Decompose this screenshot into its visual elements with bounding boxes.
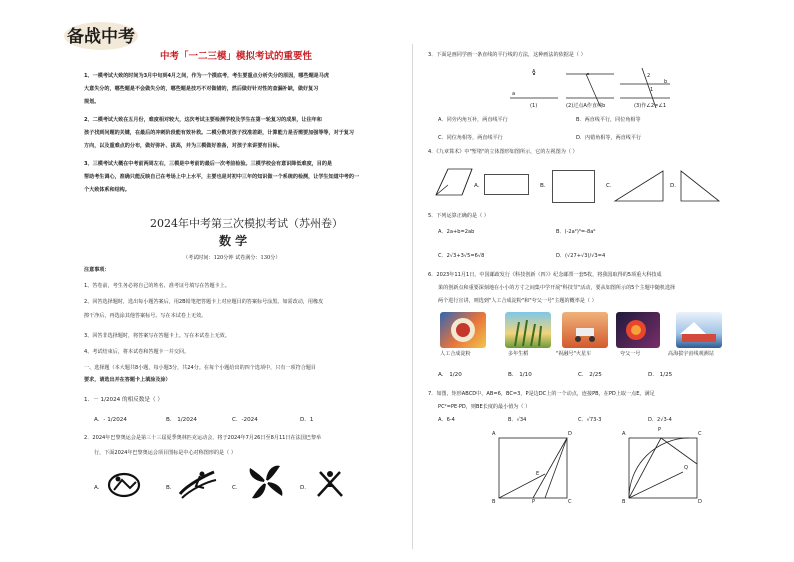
q2-option-d: D.: [300, 485, 307, 491]
q7-fig2-label-a: A: [622, 431, 626, 437]
q4-option-c: C.: [606, 183, 612, 189]
q7-fig1-label-p: P: [532, 499, 536, 505]
q5-option-a: A．2a+b=2ab: [438, 229, 475, 235]
q7-fig1-label-c: C: [568, 499, 572, 505]
banner-title: 中考「一二三模」模拟考试的重要性: [160, 51, 313, 62]
q2-stem-2: 行，下面2024年巴黎奥运会项目图标是中心对称图形的是（ ）: [94, 450, 236, 456]
q7-option-d: D．2√3-4: [648, 417, 672, 423]
q3-caption-2: (2)过点A作直线b: [566, 103, 606, 109]
q6-option-c: C． 2/25: [578, 372, 602, 378]
logo-icon: [62, 18, 140, 52]
exam-title: 2024年中考第三次模拟考试（苏州卷）: [150, 217, 343, 230]
q3-option-a: A．同旁内角互补，两直线平行: [438, 117, 508, 123]
pinwheel-icon: [246, 462, 286, 502]
q1-option-c: C．-2024: [232, 417, 258, 423]
stamp-label-1: 人工合成淀粉: [440, 351, 471, 357]
q7-fig2-label-b: B: [622, 499, 626, 505]
q3-caption-3: (3)作∠2=∠1: [634, 103, 667, 109]
q1-option-d: D．1: [300, 417, 314, 423]
q2-option-a: A.: [94, 485, 100, 491]
q7-option-a: A．6-4: [438, 417, 455, 423]
notes-title: 注意事项：: [84, 267, 110, 273]
breakdance-icon: [104, 470, 144, 500]
q6-stem-3: 两个进行宣讲，则选到"人工合成淀粉"和"夸父一号"主题的概率是（ ）: [438, 298, 597, 304]
q3-option-d: D．内错角相等，两直线平行: [576, 135, 642, 141]
q7-fig2-label-q: Q: [684, 465, 689, 471]
q3-label-a: A: [532, 69, 536, 75]
section1-heading: 一、选择题（本大题共8小题，每小题3分，共24分。在每个小题给出的四个选项中，只有一项符合题目: [84, 365, 316, 371]
q2-stem: 2．2024年巴黎奥运会是第三十三届夏季奥林匹克运动会，将于2024年7月26日至8月11日在法国巴黎举: [84, 435, 322, 441]
q4-option-a-figure: [484, 174, 530, 196]
logo-text: 备战中考: [67, 27, 135, 47]
q7-figure-1: [497, 436, 569, 500]
q7-figure-2: [627, 436, 699, 500]
stamp-label-3: "祝融号"火星车: [556, 351, 592, 357]
q5-stem: 5．下列运算正确的是（ ）: [428, 213, 489, 219]
q4-option-b-figure: [552, 170, 596, 204]
q3-stem: 3．下面是画同学画一条直线的平行线的方法，这种画法的依据是（ ）: [428, 52, 586, 58]
q7-option-b: B．√34: [508, 417, 527, 423]
stamp-label-4: 夸父一号: [620, 351, 641, 357]
q4-option-d-figure: [680, 170, 720, 202]
q6-option-a: A． 1/20: [438, 372, 462, 378]
q1-option-b: B． 1/2024: [166, 417, 197, 423]
q4-option-c-figure: [614, 170, 664, 202]
q4-option-a: A.: [474, 183, 480, 189]
stamp-mars-rover: [562, 312, 608, 348]
stamp-label-5: 高海拔宇宙线观测站: [668, 351, 714, 357]
stamp-perennial-rice: [505, 312, 551, 348]
q7-fig2-label-d: D: [698, 499, 702, 505]
stamp-cosmic-ray-observatory: [676, 312, 722, 348]
q3-label-line-a: a: [512, 91, 516, 97]
column-divider: [412, 44, 413, 549]
q4-option-d: D.: [670, 183, 677, 189]
q6-option-b: B． 1/10: [508, 372, 532, 378]
q2-option-c: C.: [232, 485, 238, 491]
stamp-kuafu-1: [616, 312, 660, 348]
q2-option-b: B.: [166, 485, 172, 491]
q7-fig1-label-d: D: [568, 431, 572, 437]
q7-fig2-label-c: C: [698, 431, 702, 437]
q1-stem: 1．－ 1/2024 的相反数是（ ）: [84, 397, 163, 403]
q7-fig1-label-e: E: [536, 471, 540, 477]
q7-fig1-label-a: A: [492, 431, 496, 437]
q3-option-c: C．同位角相等，两直线平行: [438, 135, 503, 141]
q5-option-c: C．2√3+3√5=6√8: [438, 253, 485, 259]
q4-option-b: B.: [540, 183, 546, 189]
exam-subject: 数 学: [219, 234, 248, 248]
q7-stem: 7．如图，矩形ABCD中，AB=6，BC=3，P是边DC上的一个动点，连接PB，在PD上取一点E，满足: [428, 391, 655, 397]
q1-option-a: A．- 1/2024: [94, 417, 127, 423]
q6-option-d: D． 1/25: [648, 372, 673, 378]
q4-stem: 4．《九章算术》中"堑堵"的立体图形如图所示，它的左视图为（ ）: [428, 149, 578, 155]
q3-caption-1: (1): [530, 103, 538, 109]
exam-page: 备战中考 中考「一二三模」模拟考试的重要性 1、一模考试大致的时间为3月中旬到4月之间，作为一个摸底考，考生要重点分析失分的原因，哪些题是马虎 大意失分的，哪些题是不会做失分的，哪些题是技巧不对做错的，然后做好针对性的查漏补缺，做好复习 规划。 2、二模考试大致在五月份，难度相对较大，这次考试主要检测学校及学生在第一轮复习的成果，让往年和 孩子找到问题的关键，在最后的冲刺阶段能有效补救。二模分数对孩子找准差距，计算能力是否需要加强等等，对于复习 方向，以及重难点的分布，做好弥补、拔高，并为三模做好准备，对孩子来讲要有目标。 3、三模考试大概在中考前两周左右，三模是中考前的最后一次考前检验。三模学校会有意识降低难度，目的是 帮助考生调心，准确只能反映自己在考场上中上水平，主要也是对初中三年的知识做一个系统的检测，让学生知道中考的一 个大致体系和结构。 2024年中考第三次模拟考试（苏州卷） 数 学 （考试时间：120分钟 试卷满分：130分） 注意事项： 1、答卷前，考生务必将自己的姓名、准考证号填写在答题卡上。 2、回答选择题时，选出每小题答案后，用2B铅笔把答题卡上对应题目的答案标号涂黑。如需改动，用橡皮 擦干净后，再选涂其他答案标号。写在本试卷上无效。 3、回答非选择题时，将答案写在答题卡上。写在本试卷上无效。 4、考试结束后，将本试卷和答题卡一并交回。 一、选择题（本大题共8小题，每小题3分，共24分。在每个小题给出的四个选项中，只有一项符合题目 要求，请选出并在答题卡上填涂及涂） 1．－ 1/2024 的相反数是（ ） A．- 1/2024 B． 1/2024 C．-2024 D．1 2．2024年巴黎奥运会是第三十三届夏季奥林匹克运动会，将于2024年7月26日至8月11日在法国巴黎举 行，下面2024年巴黎奥运会项目图标是中心对称图形的是（ ） A. B. C. D. 3．下面是画同学画一条直线的平行线的方法，这种画法的依据是（ ） A a b 1 2 (1) (2)过点A作直线b (3)作∠2=∠1 A．同旁内角互补，两直线平行 B．两直线平行，同位角相等 C．同位角相等，两直线平行 D．内错角相等，两直线平行 4．《九章算术》中"堑堵"的立体图形如图所示，它的左视图为（ ） A. B. C. D. 5．下列运算正确的是（ ） A．2a+b=2ab B．(-2a²)³=-8a⁶ C．2√3+3√5=6√8 D．(√27+√3)/√3=4 6．2023年11月1日，中国邮政发行《科技创新（四）》纪念邮票一套5枚，将我国取得的5项重大科技成 果的创新点和重要深刻地在小小的方寸之间集中学开展"科技节"活动，要从如图所示的5个主题中随机选择 两个进行宣讲，则选到"人工合成淀粉"和"夸父一号"主题的概率是（ ） 人工合成淀粉 多年生稻 "祝融号"火星车 夸父一号 高海拔宇宙线观测站 A． 1/20 B． 1/10 C． 2/25 D． 1/25 7．如图，矩形ABCD中，AB=6，BC=3，P是边DC上的一个动点，连接PB，在PD上取一点E，满足 PC²=PE·PD，则BE长度的最小值为（ ） A．6-4 B．√34 C．√73-3 D．2√3-4 A D B C E P A P C B D Q: [0, 0, 794, 562]
q5-option-d: D．(√27+√3)/√3=4: [556, 253, 606, 259]
q7-fig1-label-b: B: [492, 499, 496, 505]
q7-fig2-label-p: P: [658, 427, 662, 433]
q3-label-line-b: b: [664, 79, 668, 85]
q5-option-b: B．(-2a²)³=-8a⁶: [556, 229, 596, 235]
q7-stem-2: PC²=PE·PD，则BE长度的最小值为（ ）: [438, 404, 531, 410]
q4-solid-figure: [434, 165, 474, 199]
stamp-artificial-starch: [440, 312, 486, 348]
q6-stem-2: 果的创新点和重要深刻地在小小的方寸之间集中学开展"科技节"活动，要从如图所示的5个主题中随机选择: [438, 285, 676, 291]
exam-time: （考试时间：120分钟 试卷满分：130分）: [183, 255, 281, 261]
stamp-label-2: 多年生稻: [508, 351, 529, 357]
q3-label-angle-2: 2: [647, 73, 651, 79]
q3-option-b: B．两直线平行，同位角相等: [576, 117, 641, 123]
fencing-icon: [312, 466, 348, 502]
q3-label-angle-1: 1: [650, 87, 654, 93]
section1-heading-2: 要求，请选出并在答题卡上填涂及涂）: [84, 377, 171, 383]
surfing-icon: [176, 466, 218, 502]
q7-option-c: C．√73-3: [578, 417, 602, 423]
q6-stem: 6．2023年11月1日，中国邮政发行《科技创新（四）》纪念邮票一套5枚，将我国取得的5项重大科技成: [428, 272, 662, 278]
